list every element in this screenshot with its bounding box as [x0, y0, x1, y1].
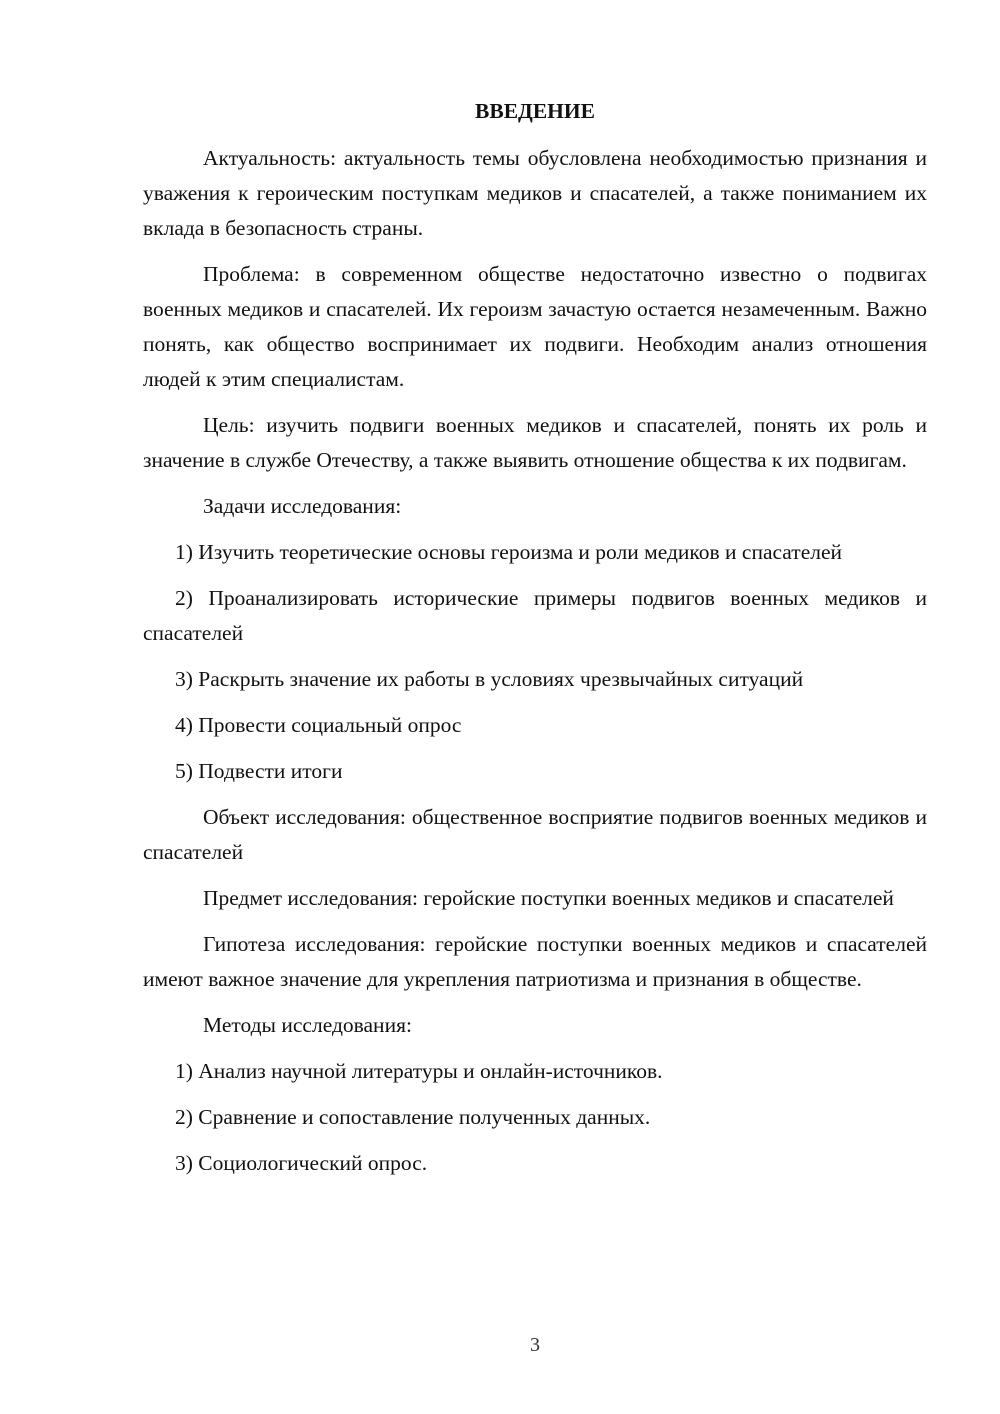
page-content: [143, 94, 927, 1192]
hypothesis-paragraph: Гипотеза исследования: геройские поступки военных медиков и спасателей имеют важное значение для укрепления патриотизма и признания в обществе.: [143, 932, 927, 991]
method-item: 2) Сравнение и сопоставление полученных данных.: [175, 1105, 651, 1129]
method-item: 3) Социологический опрос.: [175, 1151, 428, 1175]
goal-paragraph: Цель: изучить подвиги военных медиков и спасателей, понять их роль и значение в службе Отечеству, а также выявить отношение общества к их подвигам.: [143, 413, 927, 472]
section-heading: ВВЕДЕНИЕ: [475, 99, 595, 123]
object-paragraph: Объект исследования: общественное восприятие подвигов военных медиков и спасателей: [143, 805, 927, 864]
relevance-paragraph: Актуальность: актуальность темы обусловлена необходимостью признания и уважения к героическим поступкам медиков и спасателей, а также пониманием их вклада в безопасность страны.: [143, 146, 927, 240]
tasks-label: Задачи исследования:: [203, 494, 402, 518]
page-number: 3: [530, 1334, 540, 1356]
task-item: 5) Подвести итоги: [175, 759, 343, 783]
subject-paragraph: Предмет исследования: геройские поступки военных медиков и спасателей: [203, 886, 894, 910]
method-item: 1) Анализ научной литературы и онлайн-источников.: [175, 1059, 663, 1083]
task-item: 4) Провести социальный опрос: [175, 713, 462, 737]
methods-label: Методы исследования:: [203, 1013, 412, 1037]
task-item: 1) Изучить теоретические основы героизма и роли медиков и спасателей: [175, 540, 843, 564]
task-item: 2) Проанализировать исторические примеры подвигов военных медиков и спасателей: [143, 586, 927, 645]
problem-paragraph: Проблема: в современном обществе недостаточно известно о подвигах военных медиков и спасателей. Их героизм зачастую остается незамеченным. Важно понять, как общество воспринимает их подвиги. Необходим анализ отношения людей к этим специалистам.: [143, 262, 927, 391]
task-item: 3) Раскрыть значение их работы в условиях чрезвычайных ситуаций: [175, 667, 804, 691]
